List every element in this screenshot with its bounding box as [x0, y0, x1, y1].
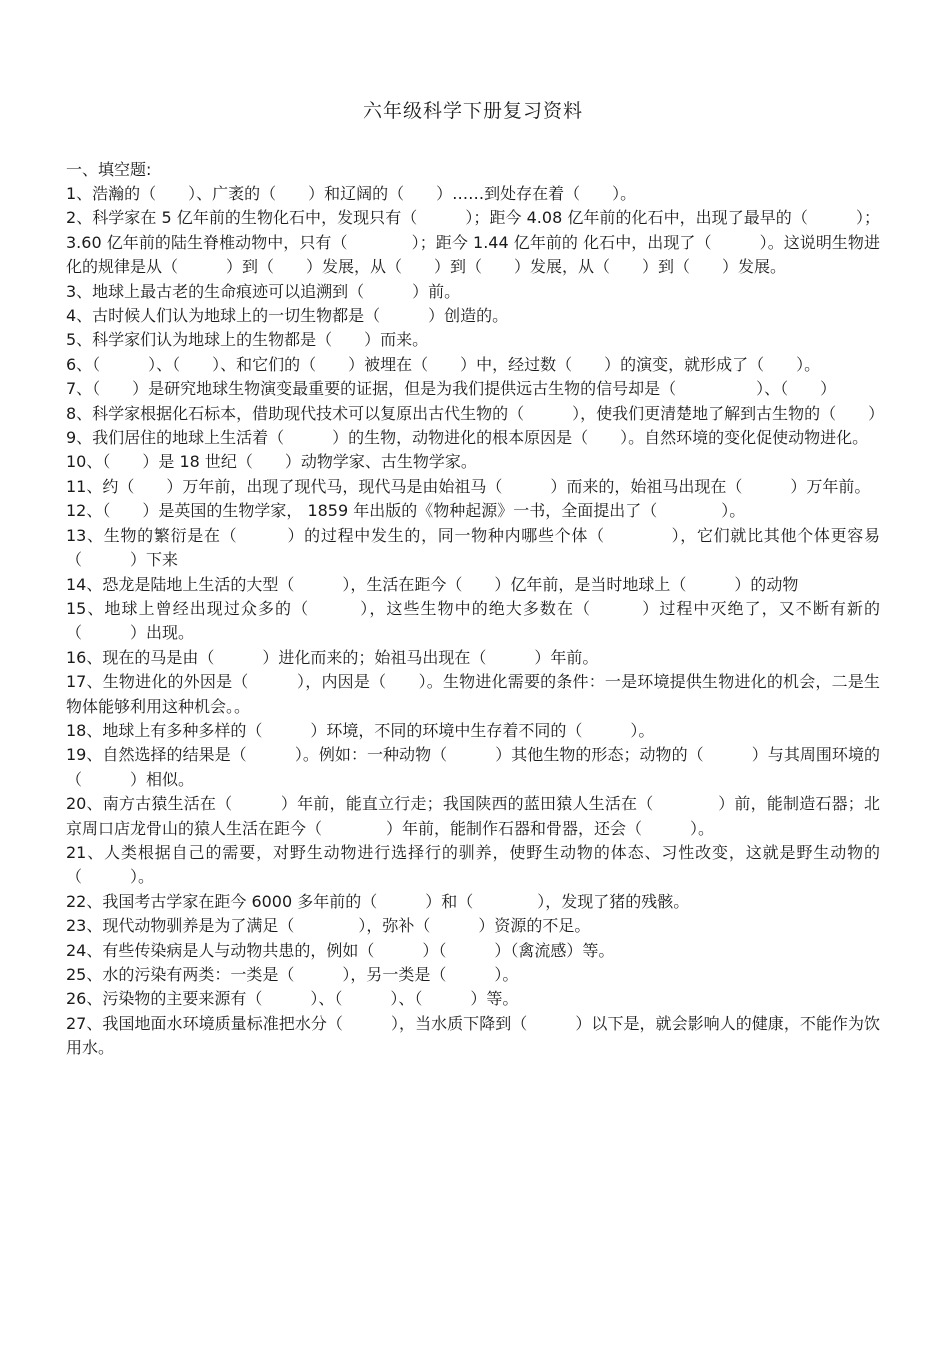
question-6: 6、（ ）、（ ）、和它们的（ ）被埋在（ ）中，经过数（ ）的演变，就形成了（ ）。 — [66, 354, 821, 374]
question-25: 25、水的污染有两类：一类是（ ），另一类是（ ）。 — [66, 965, 519, 984]
question-16: 16、现在的马是由（ ）进化而来的；始祖马出现在（ ）年前。 — [66, 647, 599, 667]
question-27: 27、我国地面水环境质量标准把水分（ ），当水质下降到（ ）以下是，就会影响人的健康，不能作为饮用水。 — [66, 1013, 880, 1058]
question-2: 2、科学家在 5 亿年前的生物化石中，发现只有（ ）；距今 4.08 亿年前的化石中，出现了最早的（ ）；3.60 亿年前的陆生脊椎动物中，只有（ ）；距今 1.44 亿年前的 化石中，出现了（ ）。这说明生物进化的规律是从（ ）到（ ）发展，从（ ）到（ ）发展，从（ ）到（ ）发展。 — [66, 208, 880, 277]
question-22: 22、我国考古学家在距今 6000 多年前的（ ）和（ ），发现了猪的残骸。 — [66, 891, 690, 911]
question-4: 4、古时候人们认为地球上的一切生物都是（ ）创造的。 — [66, 306, 509, 326]
question-9: 9、我们居住的地球上生活着（ ）的生物，动物进化的根本原因是（ ）。自然环境的变化促使动物进化。 — [66, 428, 869, 448]
question-26: 26、污染物的主要来源有（ ）、（ ）、（ ）等。 — [66, 989, 519, 1009]
question-3: 3、地球上最古老的生命痕迹可以追溯到（ ）前。 — [66, 281, 461, 301]
question-14: 14、恐龙是陆地上生活的大型（ ），生活在距今（ ）亿年前，是当时地球上（ ）的动物 — [66, 574, 799, 594]
question-18: 18、地球上有多种多样的（ ）环境，不同的环境中生存着不同的（ ）。 — [66, 720, 655, 740]
question-21: 21、人类根据自己的需要，对野生动物进行选择行的驯养，使野生动物的体态、习性改变，这就是野生动物的（ ）。 — [66, 842, 880, 887]
question-13: 13、生物的繁衍是在（ ）的过程中发生的，同一物种内哪些个体（ ），它们就比其他个体更容易（ ）下来 — [66, 525, 880, 570]
document-title: 六年级科学下册复习资料 — [362, 100, 583, 122]
question-23: 23、现代动物驯养是为了满足（ ），弥补（ ）资源的不足。 — [66, 916, 591, 936]
question-10: 10、（ ）是 18 世纪（ ）动物学家、古生物学家。 — [66, 452, 477, 472]
question-19: 19、自然选择的结果是（ ）。例如：一种动物（ ）其他生物的形态；动物的（ ）与其周围环境的（ ）相似。 — [66, 745, 880, 789]
question-17: 17、生物进化的外因是（ ），内因是（ ）。生物进化需要的条件：一是环境提供生物进化的机会，二是生物体能够利用这种机会。。 — [66, 672, 880, 716]
question-24: 24、有些传染病是人与动物共患的，例如（ ）（ ）（禽流感）等。 — [66, 940, 615, 960]
question-12: 12、（ ）是英国的生物学家， 1859 年出版的《物种起源》一书，全面提出了（ ）。 — [66, 501, 746, 521]
section-heading: 一、填空题: — [66, 160, 152, 179]
question-8: 8、科学家根据化石标本，借助现代技术可以复原出古代生物的（ ），使我们更清楚地了解到古生物的（ ） — [66, 403, 885, 423]
question-list — [66, 182, 885, 1061]
question-15: 15、地球上曾经出现过众多的（ ），这些生物中的绝大多数在（ ）过程中灭绝了，又不断有新的（ ）出现。 — [66, 598, 880, 643]
question-11: 11、约（ ）万年前，出现了现代马，现代马是由始祖马（ ）而来的，始祖马出现在（ ）万年前。 — [66, 476, 871, 496]
question-20: 20、南方古猿生活在（ ）年前，能直立行走；我国陕西的蓝田猿人生活在（ ）前，能制造石器；北京周口店龙骨山的猿人生活在距今（ ）年前，能制作石器和骨器，还会（ ）。 — [66, 794, 880, 838]
question-1: 1、浩瀚的（ ）、广袤的（ ）和辽阔的（ ）……到处存在着（ ）。 — [66, 184, 637, 203]
question-5: 5、科学家们认为地球上的生物都是（ ）而来。 — [66, 330, 429, 350]
question-7: 7、（ ）是研究地球生物演变最重要的证据，但是为我们提供远古生物的信号却是（ ）、（ ） — [66, 379, 837, 399]
